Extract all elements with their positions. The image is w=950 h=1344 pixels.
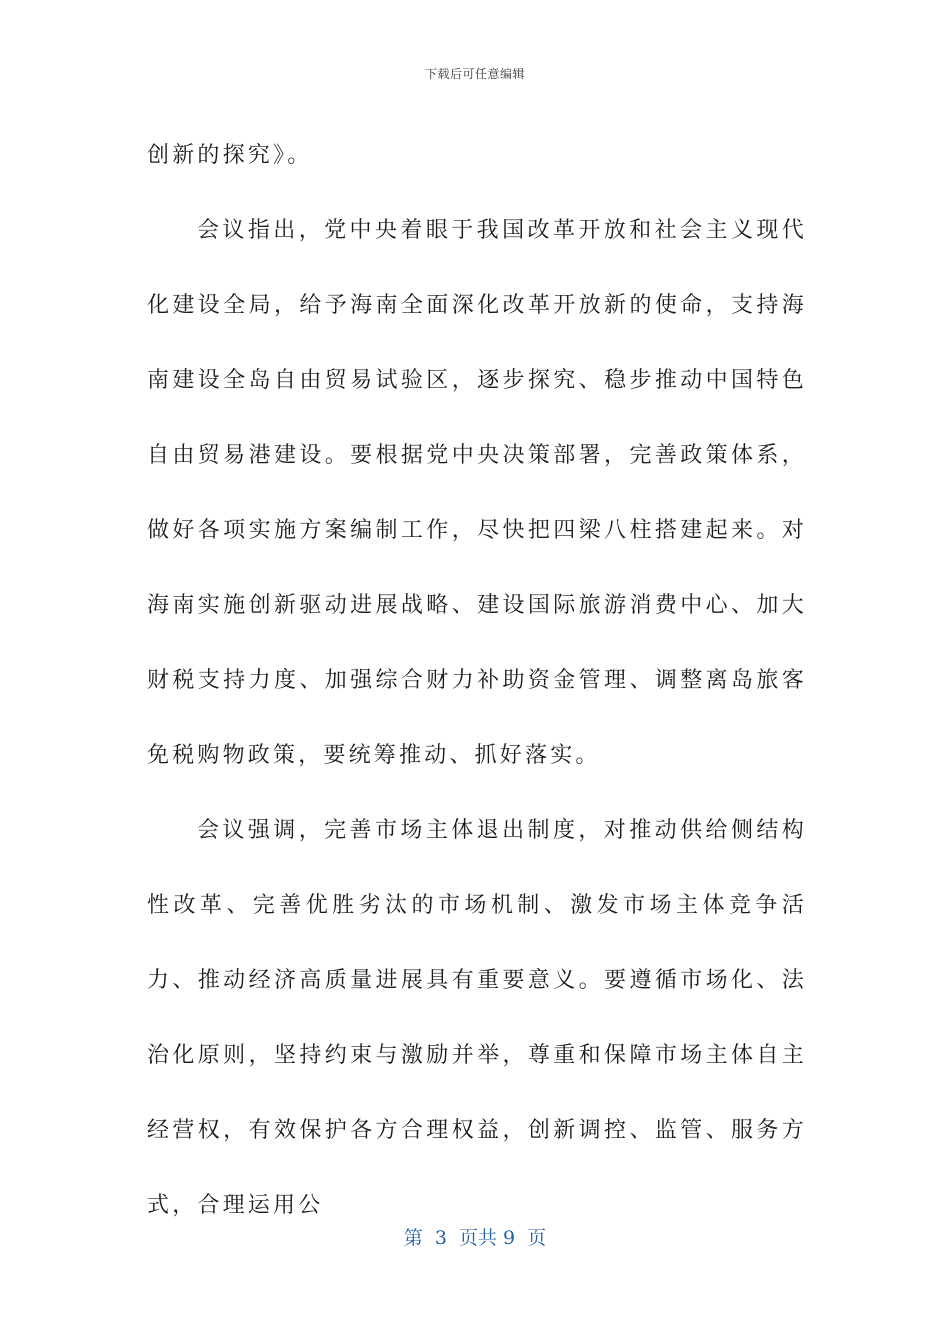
paragraph-meeting-pointed-out: 会议指出，党中央着眼于我国改革开放和社会主义现代化建设全局，给予海南全面深化改革开放新的使命，支持海南建设全岛自由贸易试验区，逐步探究、稳步推动中国特色自由贸易港建设。要根据党中央决策部署，完善政策体系，做好各项实施方案编制工作，尽快把四梁八柱搭建起来。对海南实施创新驱动进展战略、建设国际旅游消费中心、加大财税支持力度、加强综合财力补助资金管理、调整离岛旅客免税购物政策，要统筹推动、抓好落实。 (147, 218, 807, 768)
paragraph-continuation: 创新的探究》。 (147, 143, 313, 168)
page-header-note: 下载后可任意编辑 (424, 67, 525, 81)
paragraph-meeting-emphasized: 会议强调，完善市场主体退出制度，对推动供给侧结构性改革、完善优胜劣汰的市场机制、激发市场主体竞争活力、推动经济高质量进展具有重要意义。要遵循市场化、法治化原则，坚持约束与激励并举，尊重和保障市场主体自主经营权，有效保护各方合理权益，创新调控、监管、服务方式，合理运用公 (147, 818, 807, 1218)
document-body (147, 118, 807, 1243)
page-number-footer: 第 3 页共 9 页 (403, 1227, 547, 1249)
